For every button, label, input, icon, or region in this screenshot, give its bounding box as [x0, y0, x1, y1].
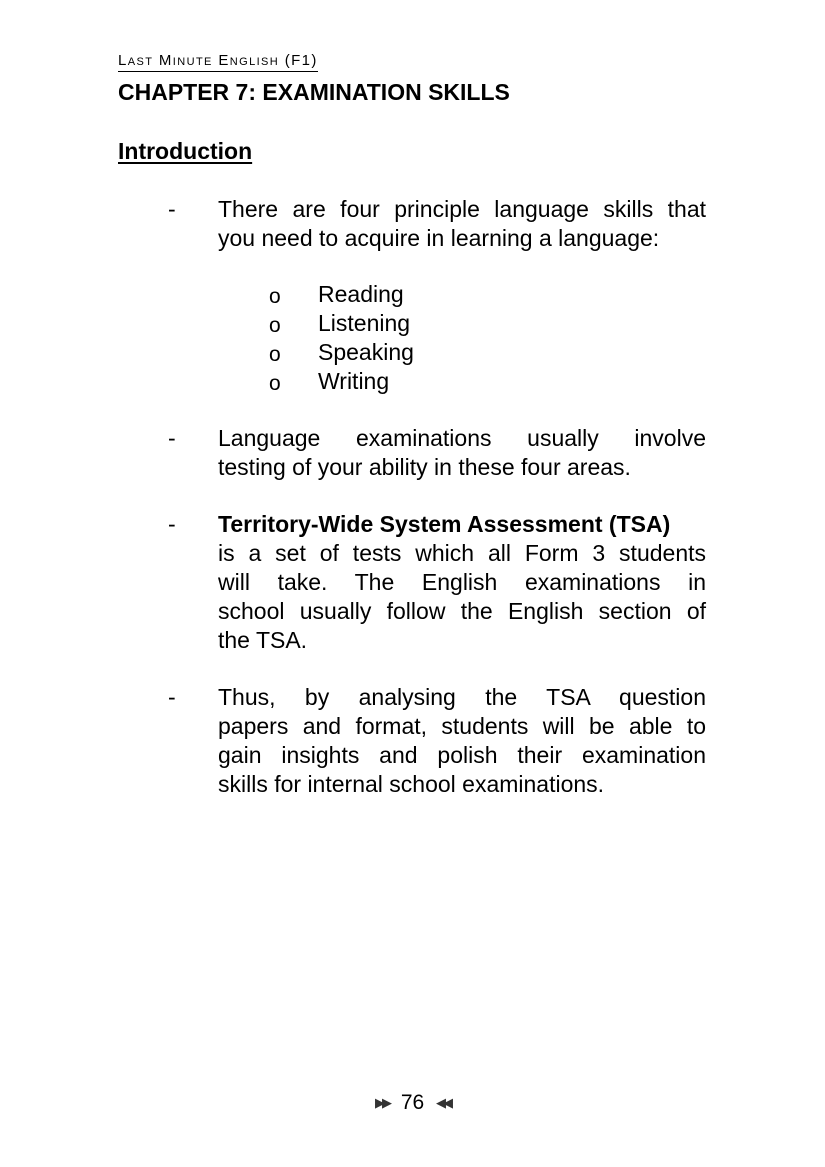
bullet-text — [218, 510, 706, 655]
bullet-text — [218, 195, 706, 253]
bullet-dash: - — [168, 684, 176, 710]
running-header: Last Minute English (F1) — [118, 52, 318, 72]
skill-item-speaking — [0, 338, 825, 367]
bullet-line: papers and format, students will be able to — [218, 713, 706, 739]
double-arrow-right-icon: ▶▶ — [374, 1095, 389, 1111]
skill-item-writing — [0, 367, 825, 396]
tsa-term: Territory-Wide System Assessment (TSA) — [218, 511, 671, 537]
bullet-line: skills for internal school examinations. — [218, 771, 605, 797]
bullet-dash: - — [168, 511, 176, 537]
chapter-title: CHAPTER 7: EXAMINATION SKILLS — [118, 79, 510, 105]
circle-bullet-icon: o — [269, 372, 281, 395]
skill-label: Reading — [318, 281, 404, 307]
bullet-line: the TSA. — [218, 627, 308, 653]
section-heading: Introduction — [118, 138, 253, 164]
skill-item-reading — [0, 280, 825, 309]
bullet-line: you need to acquire in learning a language: — [218, 225, 660, 251]
circle-bullet-icon: o — [269, 285, 281, 308]
bullet-line: testing of your ability in these four areas. — [218, 454, 631, 480]
bullet-text — [218, 683, 706, 799]
bullet-line: will take. The English examinations in — [218, 569, 706, 595]
bullet-line: is a set of tests which all Form 3 students — [218, 540, 706, 566]
bullet-text — [218, 424, 706, 482]
skill-label: Listening — [318, 310, 411, 336]
circle-bullet-icon: o — [269, 343, 281, 366]
skill-label: Speaking — [318, 339, 414, 365]
page-number: 76 — [400, 1091, 425, 1115]
bullet-line: Thus, by analysing the TSA question — [218, 684, 706, 710]
bullet-dash: - — [168, 425, 176, 451]
double-arrow-left-icon: ◀◀ — [436, 1095, 451, 1111]
bullet-dash: - — [168, 196, 176, 222]
bullet-line: Language examinations usually involve — [218, 425, 706, 451]
bullet-line: school usually follow the English section of — [218, 598, 706, 624]
bullet-line: gain insights and polish their examination — [218, 742, 706, 768]
page-footer — [0, 1090, 825, 1116]
skill-label: Writing — [318, 368, 390, 394]
skill-item-listening — [0, 309, 825, 338]
circle-bullet-icon: o — [269, 314, 281, 337]
bullet-line: There are four principle language skills that — [218, 196, 706, 222]
